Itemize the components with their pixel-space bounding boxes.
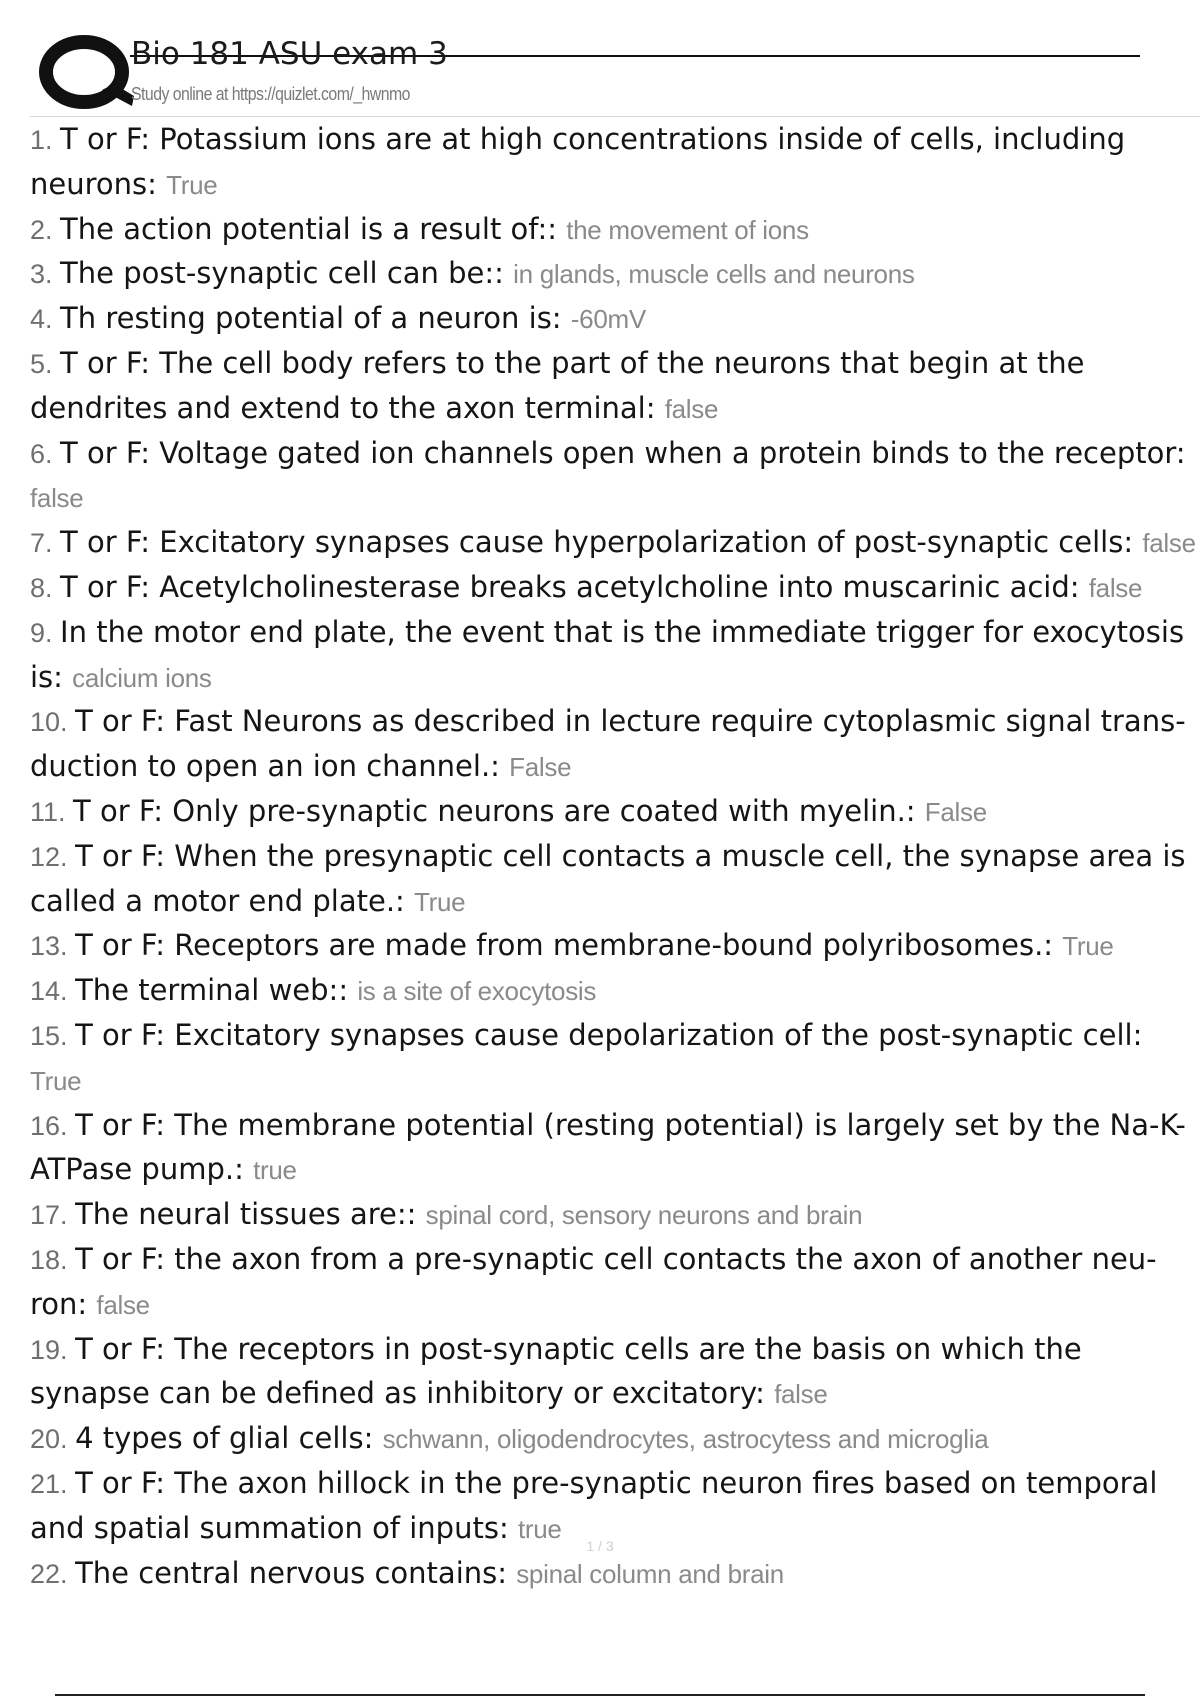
question-text: T or F: The axon hillock in the pre-synaptic neuron fires based on temporal and spatial summation of inputs: <box>30 1465 1158 1545</box>
question-text: T or F: The cell body refers to the part of the neurons that begin at the dendrites and extend to the axon terminal: <box>30 345 1085 425</box>
question-number-dot: . <box>60 976 76 1007</box>
question-number: 20 <box>30 1424 61 1455</box>
answer-text: false <box>774 1379 828 1410</box>
answer-text: is a site of exocytosis <box>357 976 597 1007</box>
question-number: 4 <box>30 304 46 335</box>
question-number-dot: . <box>45 438 61 469</box>
question-text: T or F: Fast Neurons as described in lecture require cytoplasmic signal transduction to open an ion channel.: <box>30 704 1186 784</box>
question-item <box>30 208 1198 253</box>
question-text: T or F: Only pre-synaptic neurons are coated with myelin.: <box>73 793 916 828</box>
question-number-dot: . <box>45 617 61 648</box>
answer-text: -60mV <box>570 304 646 335</box>
question-text: T or F: When the presynaptic cell contacts a muscle cell, the synapse area is called a motor end plate.: <box>30 838 1186 918</box>
question-number-dot: . <box>60 1558 76 1589</box>
question-text: T or F: The receptors in post-synaptic cells are the basis on which the synapse can be defined as inhibitory or excitatory: <box>30 1331 1082 1411</box>
question-text: Th resting potential of a neuron is: <box>60 301 562 336</box>
quizlet-logo-icon <box>32 32 144 112</box>
question-item <box>30 835 1198 925</box>
question-number: 8 <box>30 572 46 603</box>
question-number: 16 <box>30 1110 61 1141</box>
question-number-dot: . <box>60 1334 76 1365</box>
question-item <box>30 969 1198 1014</box>
question-number: 6 <box>30 438 46 469</box>
question-number: 9 <box>30 617 46 648</box>
answer-text: false <box>1088 572 1143 603</box>
question-item <box>30 521 1198 566</box>
question-number-dot: . <box>45 528 61 559</box>
question-number-dot: . <box>60 841 76 872</box>
question-number-dot: . <box>60 1200 76 1231</box>
question-number: 1 <box>30 125 46 155</box>
question-text: T or F: Acetylcholinesterase breaks acetylcholine into muscarinic acid: <box>60 569 1080 604</box>
answer-text: False <box>509 752 572 783</box>
question-text: T or F: Potassium ions are at high concentrations inside of cells, including neurons: <box>30 122 1126 201</box>
question-item <box>30 1552 1198 1597</box>
answer-text: false <box>1142 528 1196 559</box>
question-number-dot: . <box>45 259 61 290</box>
answer-text: true <box>517 1513 562 1544</box>
question-number: 2 <box>30 214 46 245</box>
question-number: 12 <box>30 841 61 872</box>
question-number-dot: . <box>60 707 76 738</box>
question-item <box>30 566 1198 611</box>
question-item <box>30 1417 1198 1462</box>
question-item <box>30 297 1198 342</box>
question-item <box>30 342 1198 432</box>
question-text: 4 types of glial cells: <box>75 1421 374 1456</box>
answer-text: spinal column and brain <box>516 1558 784 1589</box>
answer-text: false <box>96 1289 150 1320</box>
question-text: T or F: the axon from a pre-synaptic cell contacts the axon of another neuron: <box>30 1241 1157 1321</box>
answer-text: True <box>414 886 466 917</box>
question-list <box>30 118 1198 1596</box>
answer-text: calcium ions <box>72 662 212 693</box>
question-number-dot: . <box>60 931 76 962</box>
answer-text: the movement of ions <box>566 214 809 245</box>
question-number: 5 <box>30 348 46 379</box>
footer-divider <box>55 1694 1145 1696</box>
study-online-link[interactable]: Study online at https://quizlet.com/_hwnmo <box>131 84 410 104</box>
question-text: In the motor end plate, the event that is the immediate trigger for exocytosis is: <box>30 614 1185 694</box>
question-number-dot: . <box>60 1424 76 1455</box>
question-number: 3 <box>30 259 46 290</box>
question-number-dot: . <box>45 572 61 603</box>
question-number-dot: . <box>60 1020 76 1051</box>
answer-text: in glands, muscle cells and neurons <box>513 259 915 290</box>
answer-text: false <box>30 483 84 514</box>
question-item <box>30 700 1198 790</box>
question-text: T or F: The membrane potential (resting potential) is largely set by the Na-K-ATPase pump.: <box>30 1107 1186 1187</box>
question-item <box>30 118 1198 208</box>
question-text: The neural tissues are:: <box>75 1197 417 1232</box>
question-text: The post-synaptic cell can be:: <box>60 256 504 291</box>
question-text: The action potential is a result of:: <box>60 211 557 246</box>
question-text: T or F: Voltage gated ion channels open when a protein binds to the receptor: <box>60 435 1186 470</box>
question-text: T or F: Excitatory synapses cause depolarization of the post-synaptic cell: <box>75 1017 1143 1052</box>
question-item <box>30 790 1198 835</box>
question-number: 22 <box>30 1558 61 1589</box>
question-text: T or F: Receptors are made from membrane-bound polyribosomes.: <box>75 928 1054 963</box>
question-number-dot: . <box>60 1244 76 1275</box>
document-title: Bio 181 ASU exam 3 <box>131 36 448 72</box>
answer-text: False <box>924 796 987 827</box>
question-number: 13 <box>30 931 61 962</box>
answer-text: false <box>664 393 719 424</box>
question-number-dot: . <box>45 125 61 155</box>
question-text: The terminal web:: <box>75 973 349 1008</box>
question-item <box>30 611 1198 701</box>
answer-text: schwann, oligodendrocytes, astrocytess and microglia <box>382 1424 989 1455</box>
question-number-dot: . <box>45 214 61 245</box>
answer-text: True <box>30 1065 82 1096</box>
question-item <box>30 1238 1198 1328</box>
question-number: 7 <box>30 528 46 559</box>
question-number-dot: . <box>60 1110 76 1141</box>
question-number-dot: . <box>45 304 61 335</box>
question-text: The central nervous contains: <box>75 1555 508 1590</box>
question-number: 18 <box>30 1244 61 1275</box>
question-item <box>30 1104 1198 1194</box>
header-divider <box>30 116 1200 117</box>
page-header <box>30 28 1140 114</box>
question-number-dot: . <box>60 1468 76 1499</box>
page-indicator: 1 / 3 <box>586 1538 614 1554</box>
answer-text: spinal cord, sensory neurons and brain <box>425 1200 863 1231</box>
question-number: 10 <box>30 707 61 738</box>
question-number: 21 <box>30 1468 61 1499</box>
question-number: 14 <box>30 976 61 1007</box>
question-number: 15 <box>30 1020 61 1051</box>
question-text: T or F: Excitatory synapses cause hyperpolarization of post-synaptic cells: <box>60 525 1134 560</box>
answer-text: true <box>253 1155 297 1186</box>
answer-text: True <box>1062 931 1114 962</box>
question-number: 17 <box>30 1200 61 1231</box>
question-number: 19 <box>30 1334 61 1365</box>
answer-text: True <box>166 169 218 200</box>
question-item <box>30 1193 1198 1238</box>
question-item <box>30 252 1198 297</box>
question-item <box>30 1014 1198 1104</box>
question-number: 11 <box>30 796 59 827</box>
question-item <box>30 432 1198 522</box>
question-number-dot: . <box>45 348 61 379</box>
question-number-dot: . <box>58 796 74 827</box>
question-item <box>30 1328 1198 1418</box>
question-item <box>30 924 1198 969</box>
